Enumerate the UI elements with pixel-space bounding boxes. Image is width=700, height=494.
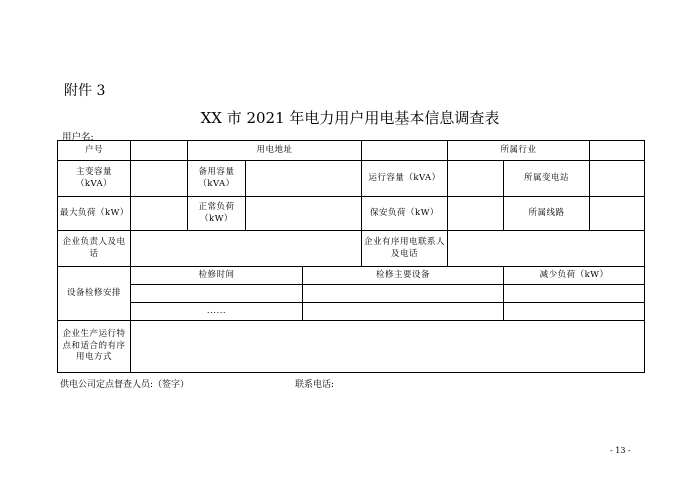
reduced-load-cell[interactable] (504, 303, 645, 321)
page-number: - 13 - (610, 446, 631, 455)
backup-capacity-label: 备用容量（kVA） (188, 161, 246, 197)
max-load-value[interactable] (131, 197, 188, 231)
contact-phone-label: 联系电话: (295, 380, 335, 390)
table-row (58, 197, 645, 231)
maintenance-time-header: 检修时间 (131, 267, 303, 285)
table-row (58, 303, 645, 321)
main-capacity-label: 主变容量（kVA） (58, 161, 131, 197)
production-features-value[interactable] (131, 321, 645, 373)
security-load-value[interactable] (448, 197, 504, 231)
table-row (58, 161, 645, 197)
operating-capacity-label: 运行容量（kVA） (362, 161, 448, 197)
table-row (58, 141, 645, 161)
industry-value[interactable] (590, 141, 645, 161)
maintenance-equipment-header: 检修主要设备 (303, 267, 504, 285)
address-label: 用电地址 (188, 141, 362, 161)
line-label: 所属线路 (504, 197, 590, 231)
form-title: XX 市 2021 年电力用户用电基本信息调查表 (200, 109, 500, 127)
reduced-load-header: 减少负荷（kW） (504, 267, 645, 285)
line-value[interactable] (590, 197, 645, 231)
enterprise-contact-value[interactable] (131, 231, 362, 267)
household-no-label: 户号 (58, 141, 131, 161)
table-row (58, 285, 645, 303)
industry-label: 所属行业 (448, 141, 590, 161)
inspector-signature-label: 供电公司定点督查人员:（签字） (60, 380, 190, 390)
maintenance-time-cell[interactable] (131, 285, 303, 303)
security-load-label: 保安负荷（kW） (362, 197, 448, 231)
substation-value[interactable] (590, 161, 645, 197)
table-row (58, 231, 645, 267)
main-capacity-value[interactable] (131, 161, 188, 197)
user-name-label: 用户名: (62, 132, 94, 143)
maintenance-equipment-cell[interactable] (303, 303, 504, 321)
normal-load-label: 正常负荷（kW） (188, 197, 246, 231)
maintenance-equipment-cell[interactable] (303, 285, 504, 303)
substation-label: 所属变电站 (504, 161, 590, 197)
table-row (58, 321, 645, 373)
production-features-label: 企业生产运行特点和适合的有序用电方式 (58, 321, 131, 373)
table-row (58, 267, 645, 285)
reduced-load-cell[interactable] (504, 285, 645, 303)
operating-capacity-value[interactable] (448, 161, 504, 197)
attachment-label: 附件 3 (64, 83, 106, 99)
max-load-label: 最大负荷（kW） (58, 197, 131, 231)
enterprise-contact-label: 企业负责人及电话 (58, 231, 131, 267)
address-value[interactable] (362, 141, 448, 161)
backup-capacity-value[interactable] (246, 161, 362, 197)
orderly-contact-value[interactable] (448, 231, 645, 267)
survey-table (57, 140, 645, 373)
maintenance-plan-label: 设备检修安排 (58, 267, 131, 321)
household-no-value[interactable] (131, 141, 188, 161)
normal-load-value[interactable] (246, 197, 362, 231)
orderly-contact-label: 企业有序用电联系人及电话 (362, 231, 448, 267)
maintenance-time-ellipsis[interactable]: ...... (131, 303, 303, 321)
